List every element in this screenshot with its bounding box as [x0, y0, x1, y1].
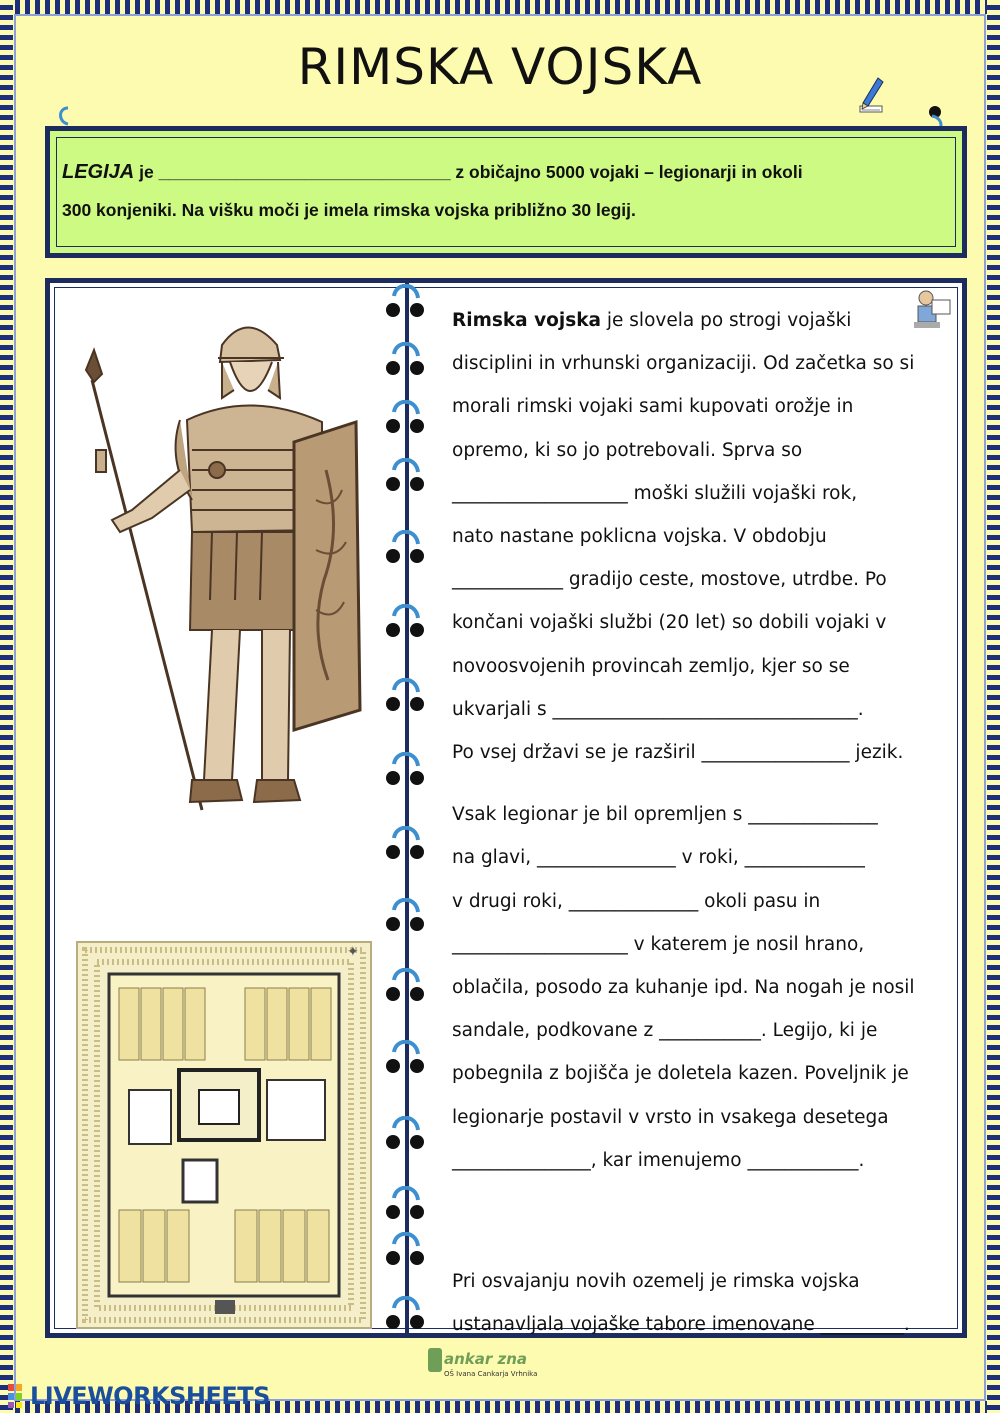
text-line: končani vojaški službi (20 let) so dobili vojaki v	[452, 612, 887, 634]
text-line: Pri osvajanju novih ozemelj je rimska vojska	[452, 1271, 860, 1293]
fill-in-line[interactable]: na glavi, _______________ v roki, _____________	[452, 847, 865, 869]
text-line: legionarje postavil v vrsto in vsakega desetega	[452, 1106, 889, 1128]
binder-ring-icon	[380, 458, 430, 498]
binder-ring-icon	[380, 1116, 430, 1156]
liveworksheets-blocks-icon	[8, 1384, 30, 1408]
text-line: disciplini in vrhunski organizaciji. Od začetka so si	[452, 353, 915, 375]
fill-in-line[interactable]: ___________________ v katerem je nosil hrano,	[452, 933, 865, 955]
text-line: novoosvojenih provincah zemljo, kjer so se	[452, 655, 850, 677]
binder-ring-icon	[380, 1296, 430, 1336]
page-title: RIMSKA VOJSKA	[297, 38, 703, 96]
roman-camp-plan-illustration	[75, 940, 373, 1330]
binder-ring-icon	[380, 752, 430, 792]
binder-ring-icon	[380, 826, 430, 866]
svg-text:ankar zna: ankar zna	[444, 1350, 528, 1368]
svg-text:✦: ✦	[347, 944, 359, 960]
svg-text:OŠ Ivana Cankarja Vrhnika: OŠ Ivana Cankarja Vrhnika	[444, 1370, 538, 1378]
text-line: opremo, ki so jo potrebovali. Sprva so	[452, 439, 803, 461]
fill-in-line[interactable]: Vsak legionar je bil opremljen s ______________	[452, 804, 878, 826]
legija-text	[62, 153, 954, 229]
text-line: morali rimski vojaki sami kupovati orožje in	[452, 396, 854, 418]
legija-line-1: je ______________________________ z običajno 5000 vojaki – legionarji in okoli	[134, 162, 803, 182]
worksheet-text	[452, 299, 942, 1346]
liveworksheets-brand: LIVEWORKSHEETS	[30, 1382, 270, 1410]
binder-ring-icon	[380, 1040, 430, 1080]
fill-in-line[interactable]: _______________, kar imenujemo ____________.	[452, 1149, 865, 1171]
fill-in-line[interactable]: v drugi roki, ______________ okoli pasu in	[452, 890, 821, 912]
decorative-border-right	[987, 0, 1000, 1413]
decorative-border-left	[0, 0, 13, 1413]
binder-ring-icon	[380, 530, 430, 570]
legija-definition-box	[45, 126, 967, 258]
fill-in-line[interactable]: sandale, podkovane z ___________. Legijo, ki je	[452, 1020, 878, 1042]
text-line: oblačila, posodo za kuhanje ipd. Na nogah je nosil	[452, 977, 915, 999]
fill-in-line[interactable]: ukvarjali s _________________________________.	[452, 698, 864, 720]
pencil-icon	[856, 76, 886, 116]
binder-ring-icon	[380, 604, 430, 644]
binder-ring-icon	[380, 898, 430, 938]
binder-ring-icon	[380, 678, 430, 718]
binder-ring-icon	[380, 342, 430, 382]
binder-ring-icon	[380, 400, 430, 440]
fill-in-line[interactable]: ____________ gradijo ceste, mostove, utrdbe. Po	[452, 569, 887, 591]
cankar-zna-logo	[424, 1344, 554, 1380]
legija-term: LEGIJA	[62, 161, 135, 183]
fill-in-line[interactable]: ustanavljala vojaške tabore imenovane _________.	[452, 1314, 910, 1336]
fill-in-line[interactable]: ___________________ moški služili vojaški rok,	[452, 482, 858, 504]
text-line: Rimska vojska je slovela po strogi vojaški	[452, 310, 852, 331]
rimska-vojska-bold: Rimska vojska	[452, 310, 602, 331]
binder-ring-icon	[380, 1232, 430, 1272]
legija-line-2: 300 konjeniki. Na višku moči je imela rimska vojska približno 30 legij.	[62, 200, 636, 220]
roman-soldier-illustration	[72, 310, 372, 840]
liveworksheets-logo[interactable]	[8, 1382, 270, 1410]
binder-ring-icon	[380, 968, 430, 1008]
binder-ring-icon	[380, 284, 430, 324]
text-line: pobegnila z bojišča je doletela kazen. Poveljnik je	[452, 1063, 909, 1085]
text-line: nato nastane poklicna vojska. V obdobju	[452, 526, 827, 548]
decorative-border-top	[0, 0, 1000, 14]
binder-ring-icon	[380, 1186, 430, 1226]
fill-in-line[interactable]: Po vsej državi se je razširil ________________ jezik.	[452, 742, 904, 764]
